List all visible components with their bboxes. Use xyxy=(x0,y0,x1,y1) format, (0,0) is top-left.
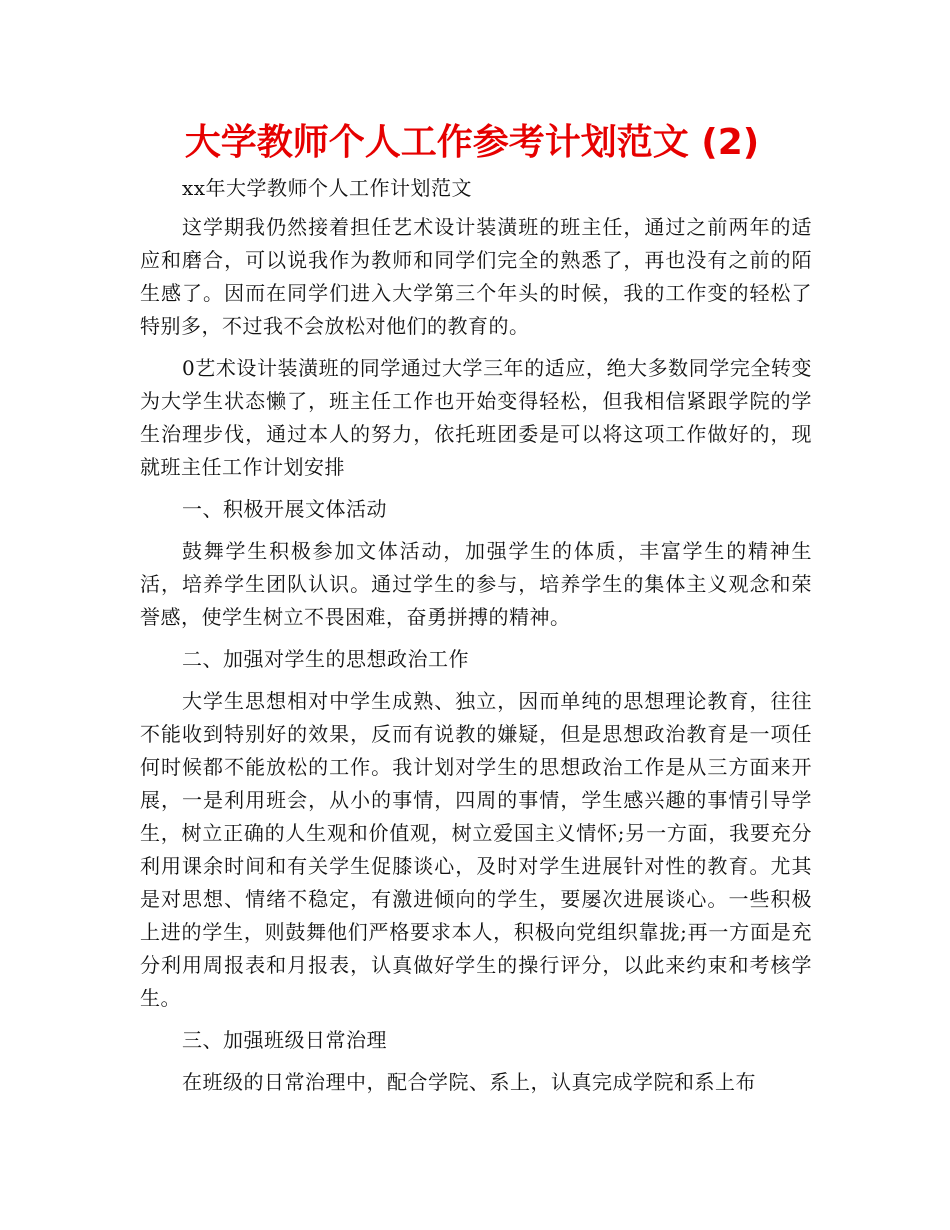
paragraph-daily-management: 在班级的日常治理中，配合学院、系上，认真完成学院和系上布 xyxy=(182,1070,756,1094)
section-heading-1: 一、积极开展文体活动 xyxy=(182,497,387,521)
section-heading-3: 三、加强班级日常治理 xyxy=(182,1028,387,1052)
document-title: 大学教师个人工作参考计划范文 (2) xyxy=(184,122,760,163)
paragraph-subtitle: xx年大学教师个人工作计划范文 xyxy=(182,176,473,200)
paragraph-class-status: 0艺术设计装潢班的同学通过大学三年的适应，绝大多数同学完全转变为大学生状态懒了，班主任工作也开始变得轻松，但我相信紧跟学院的学生治理步伐，通过本人的努力，依托班团委是可以将这项工作做好的，现就班主任工作计划安排 xyxy=(140,356,812,479)
document-page xyxy=(140,118,812,1108)
paragraph-intro: 这学期我仍然接着担任艺术设计装潢班的班主任，通过之前两年的适应和磨合，可以说我作为教师和同学们完全的熟悉了，再也没有之前的陌生感了。因而在同学们进入大学第三个年头的时候，我的工作变的轻松了特别多，不过我不会放松对他们的教育的。 xyxy=(140,215,812,338)
section-heading-2: 二、加强对学生的思想政治工作 xyxy=(182,647,469,671)
paragraph-sports-activities: 鼓舞学生积极参加文体活动，加强学生的体质，丰富学生的精神生活，培养学生团队认识。通过学生的参与，培养学生的集体主义观念和荣誉感，使学生树立不畏困难，奋勇拼搏的精神。 xyxy=(140,539,812,629)
paragraph-political-work: 大学生思想相对中学生成熟、独立，因而单纯的思想理论教育，往往不能收到特别好的效果，反而有说教的嫌疑，但是思想政治教育是一项任何时候都不能放松的工作。我计划对学生的思想政治工作是从三方面来开展，一是利用班会，从小的事情，四周的事情，学生感兴趣的事情引导学生，树立正确的人生观和价值观，树立爱国主义情怀;另一方面，我要充分利用课余时间和有关学生促膝谈心，及时对学生进展针对性的教育。尤其是对思想、情绪不稳定，有激进倾向的学生，要屡次进展谈心。一些积极上进的学生，则鼓舞他们严格要求本人，积极向党组织靠拢;再一方面是充分利用周报表和月报表，认真做好学生的操行评分，以此来约束和考核学生。 xyxy=(140,689,812,1010)
